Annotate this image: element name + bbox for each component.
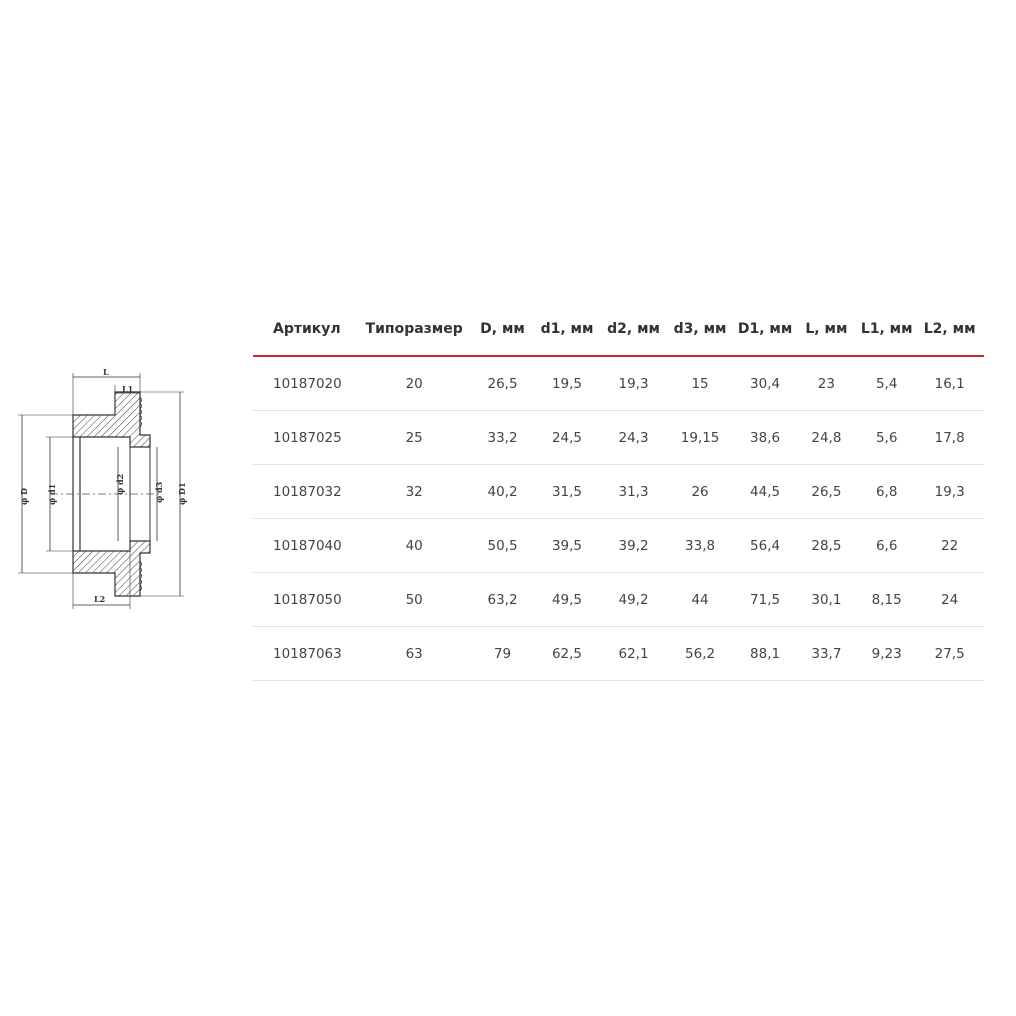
cell-L1: 6,8 [858, 465, 915, 519]
dim-label-D1: φ D1 [177, 482, 187, 505]
cell-D1: 71,5 [735, 573, 794, 627]
cell-d1: 31,5 [532, 465, 603, 519]
cell-D: 33,2 [473, 411, 531, 465]
cell-d1: 19,5 [532, 356, 603, 411]
cell-L1: 8,15 [858, 573, 915, 627]
header-d3: d3, мм [665, 303, 736, 356]
cell-L1: 9,23 [858, 627, 915, 681]
header-d2: d2, мм [602, 303, 664, 356]
cell-article: 10187040 [253, 519, 355, 573]
cell-D: 79 [473, 627, 531, 681]
cell-d2: 31,3 [602, 465, 664, 519]
cell-d1: 39,5 [532, 519, 603, 573]
table-row [253, 356, 984, 411]
cell-d2: 62,1 [602, 627, 664, 681]
table-row [253, 519, 984, 573]
cell-L2: 22 [915, 519, 984, 573]
table-row [253, 465, 984, 519]
cell-size: 20 [355, 356, 474, 411]
cell-D1: 44,5 [735, 465, 794, 519]
table-row [253, 627, 984, 681]
cell-L1: 5,4 [858, 356, 915, 411]
cell-d3: 15 [665, 356, 736, 411]
cell-d2: 39,2 [602, 519, 664, 573]
cell-size: 40 [355, 519, 474, 573]
cell-L1: 6,6 [858, 519, 915, 573]
cell-D: 40,2 [473, 465, 531, 519]
technical-drawing [10, 365, 210, 615]
table-row [253, 573, 984, 627]
header-D: D, мм [473, 303, 531, 356]
cell-article: 10187025 [253, 411, 355, 465]
header-L1: L1, мм [858, 303, 915, 356]
dim-label-D: φ D [19, 488, 29, 505]
dim-label-d2: φ d2 [115, 473, 125, 495]
cell-article: 10187032 [253, 465, 355, 519]
cell-L1: 5,6 [858, 411, 915, 465]
cell-article: 10187020 [253, 356, 355, 411]
cell-L2: 24 [915, 573, 984, 627]
cell-L: 30,1 [795, 573, 858, 627]
cell-L: 23 [795, 356, 858, 411]
cell-article: 10187063 [253, 627, 355, 681]
dim-label-d1: φ d1 [47, 483, 57, 505]
cell-D1: 56,4 [735, 519, 794, 573]
cell-L: 33,7 [795, 627, 858, 681]
header-D1: D1, мм [735, 303, 794, 356]
cell-d3: 44 [665, 573, 736, 627]
cell-article: 10187050 [253, 573, 355, 627]
header-size: Типоразмер [355, 303, 474, 356]
cell-d1: 24,5 [532, 411, 603, 465]
cell-D1: 88,1 [735, 627, 794, 681]
dim-label-L2: L2 [94, 594, 106, 604]
header-L2: L2, мм [915, 303, 984, 356]
cell-d1: 49,5 [532, 573, 603, 627]
part-section-top [73, 392, 150, 447]
cell-size: 32 [355, 465, 474, 519]
cell-L2: 16,1 [915, 356, 984, 411]
dim-label-L: L [103, 367, 109, 377]
cell-L: 28,5 [795, 519, 858, 573]
cell-L: 24,8 [795, 411, 858, 465]
cell-size: 63 [355, 627, 474, 681]
cell-L2: 19,3 [915, 465, 984, 519]
dim-label-L1: L1 [122, 384, 134, 394]
cell-d3: 56,2 [665, 627, 736, 681]
cell-L: 26,5 [795, 465, 858, 519]
table-row [253, 411, 984, 465]
header-article: Артикул [253, 303, 355, 356]
header-L: L, мм [795, 303, 858, 356]
cell-d1: 62,5 [532, 627, 603, 681]
cell-D1: 38,6 [735, 411, 794, 465]
part-section-bottom [73, 541, 150, 596]
cell-d3: 19,15 [665, 411, 736, 465]
cell-L2: 27,5 [915, 627, 984, 681]
cell-L2: 17,8 [915, 411, 984, 465]
table-header-row [253, 303, 984, 356]
cell-d2: 19,3 [602, 356, 664, 411]
cell-size: 50 [355, 573, 474, 627]
cell-size: 25 [355, 411, 474, 465]
cell-d3: 26 [665, 465, 736, 519]
cell-D: 50,5 [473, 519, 531, 573]
cell-d3: 33,8 [665, 519, 736, 573]
spec-table [253, 303, 984, 681]
cell-D: 26,5 [473, 356, 531, 411]
dim-label-d3: φ d3 [154, 481, 164, 503]
cell-D: 63,2 [473, 573, 531, 627]
cell-d2: 24,3 [602, 411, 664, 465]
header-d1: d1, мм [532, 303, 603, 356]
cell-d2: 49,2 [602, 573, 664, 627]
cell-D1: 30,4 [735, 356, 794, 411]
